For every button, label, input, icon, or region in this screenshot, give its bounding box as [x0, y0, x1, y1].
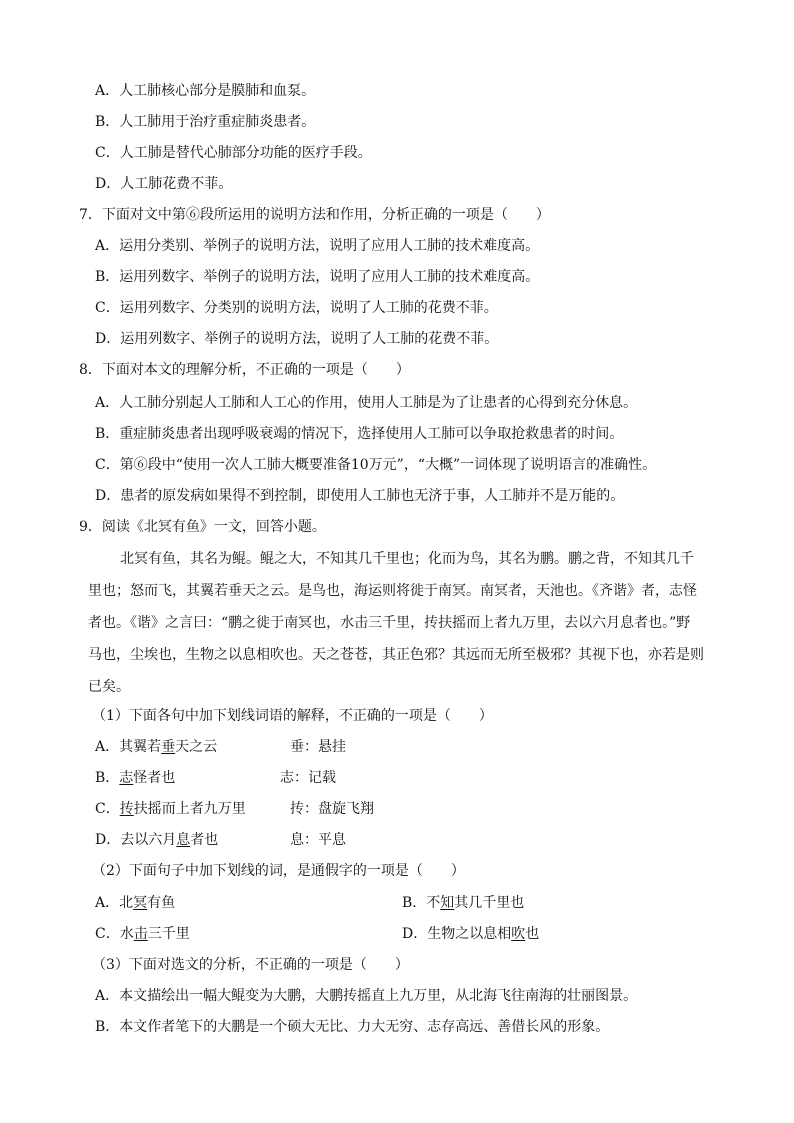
sub1-definition-b: 志：记载 [280, 770, 336, 786]
q6-option-c: C．人工肺是替代心肺部分功能的医疗手段。 [95, 145, 372, 161]
q6-option-d: D．人工肺花费不菲。 [95, 176, 233, 192]
sub2-option-c: C．水击三千里 [95, 926, 190, 942]
q7-option-d: D．运用列数字、举例子的说明方法，说明了人工肺的花费不菲。 [95, 331, 499, 347]
q8-option-c: C．第⑥段中“使用一次人工肺大概要准备10万元”，“大概”一词体现了说明语言的准确性。 [95, 457, 657, 473]
underlined-word: 冥 [133, 895, 148, 911]
q8-option-d: D．患者的原发病如果得不到控制，即使用人工肺也无济于事，人工肺并不是万能的。 [95, 488, 625, 504]
underlined-word: 知 [440, 895, 455, 911]
sub2-option-d: D．生物之以息相吹也 [402, 926, 540, 942]
sub1-option-a: A．其翼若垂天之云 [95, 739, 218, 755]
q8-stem: 8．下面对本文的理解分析，不正确的一项是（ ） [79, 362, 410, 378]
underlined-word: 抟 [119, 801, 134, 817]
underlined-word: 击 [133, 926, 148, 942]
underlined-word: 志 [119, 770, 134, 786]
sub1-stem: （1）下面各句中加下划线词语的解释，不正确的一项是（ ） [92, 708, 493, 724]
passage-line: 者也。《谐》之言曰：“鹏之徙于南冥也，水击三千里，抟扶摇而上者九万里，去以六月息者也。”野 [88, 615, 691, 631]
sub2-stem: （2）下面句子中加下划线的词，是通假字的一项是（ ） [92, 863, 465, 879]
passage-line: 里也；怒而飞，其翼若垂天之云。是鸟也，海运则将徙于南冥。南冥者，天池也。《齐谐》者，志怪 [88, 583, 697, 599]
sub2-option-b: B．不知其几千里也 [402, 895, 525, 911]
q9-stem: 9．阅读《北冥有鱼》一文，回答小题。 [79, 519, 326, 535]
sub1-option-c: C．抟扶摇而上者九万里 [95, 801, 246, 817]
q8-option-a: A．人工肺分别起人工肺和人工心的作用，使用人工肺是为了让患者的心得到充分休息。 [95, 395, 638, 411]
sub1-option-d: D．去以六月息者也 [95, 832, 219, 848]
sub3-option-b: B．本文作者笔下的大鹏是一个硕大无比、力大无穷、志存高远、善借长风的形象。 [95, 1019, 610, 1035]
sub3-option-a: A．本文描绘出一幅大鲲变为大鹏，大鹏抟摇直上九万里，从北海飞往南海的壮丽图景。 [95, 988, 638, 1004]
sub1-definition-a: 垂：悬挂 [290, 739, 346, 755]
sub1-option-b: B．志怪者也 [95, 770, 176, 786]
q8-option-b: B．重症肺炎患者出现呼吸衰竭的情况下，选择使用人工肺可以争取抢救患者的时间。 [95, 426, 624, 442]
q7-option-b: B．运用列数字、举例子的说明方法，说明了应用人工肺的技术难度高。 [95, 269, 540, 285]
underlined-word: 垂 [161, 739, 176, 755]
q6-option-a: A．人工肺核心部分是膜肺和血泵。 [95, 83, 316, 99]
q7-stem: 7．下面对文中第⑥段所运用的说明方法和作用，分析正确的一项是（ ） [79, 207, 550, 223]
underlined-word: 息 [176, 832, 191, 848]
q6-option-b: B．人工肺用于治疗重症肺炎患者。 [95, 114, 316, 130]
sub2-option-a: A．北冥有鱼 [95, 895, 176, 911]
passage-line: 北冥有鱼，其名为鲲。鲲之大，不知其几千里也；化而为鸟，其名为鹏。鹏之背，不知其几千 [120, 551, 694, 567]
underlined-word: 吹 [511, 926, 526, 942]
passage-line: 马也，尘埃也，生物之以息相吹也。天之苍苍，其正色邪？其远而无所至极邪？其视下也，亦若是则 [88, 647, 704, 663]
q7-option-c: C．运用列数字、分类别的说明方法，说明了人工肺的花费不菲。 [95, 300, 498, 316]
q7-option-a: A．运用分类别、举例子的说明方法，说明了应用人工肺的技术难度高。 [95, 238, 540, 254]
sub1-definition-c: 抟：盘旋飞翔 [290, 801, 374, 817]
sub3-stem: （3）下面对选文的分析，不正确的一项是（ ） [92, 957, 409, 973]
sub1-definition-d: 息：平息 [290, 832, 346, 848]
passage-line: 已矣。 [88, 679, 130, 695]
